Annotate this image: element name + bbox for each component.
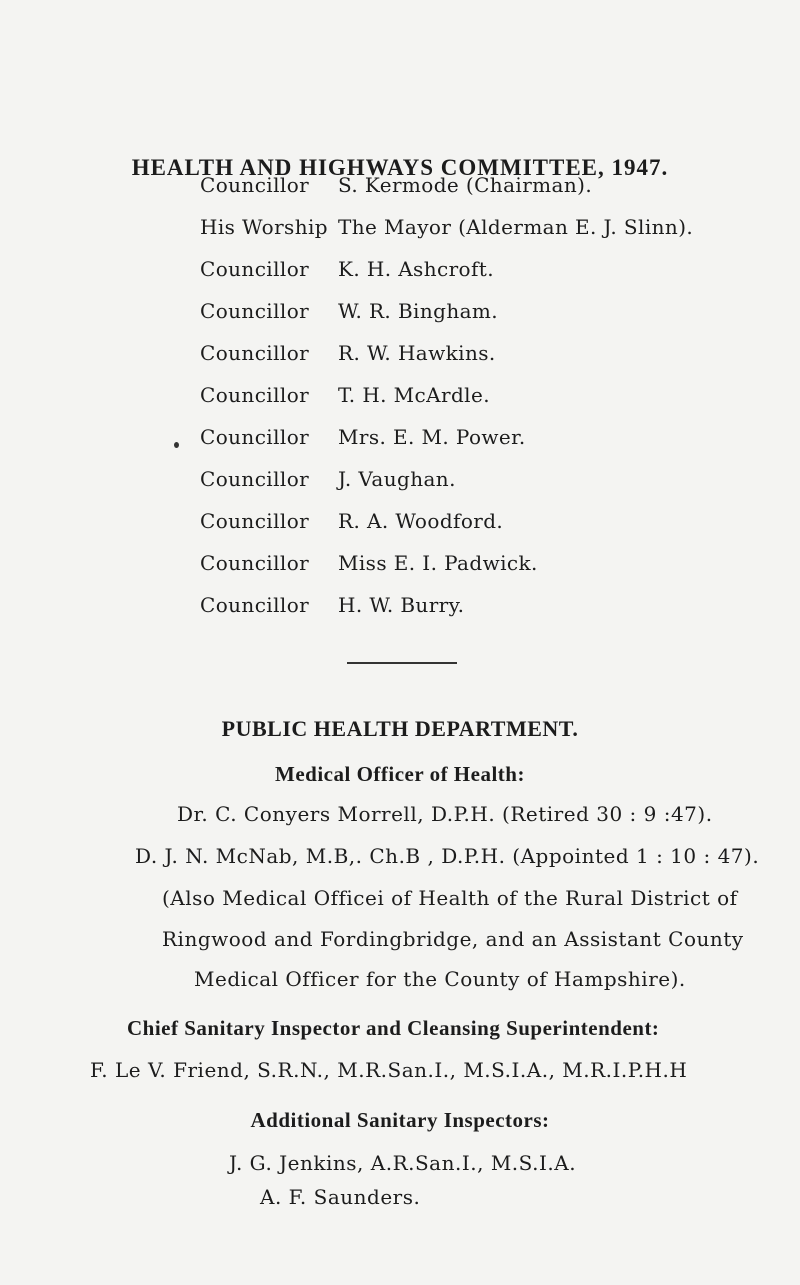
asi-line: A. F. Saunders. — [260, 1185, 421, 1209]
ink-speck — [174, 442, 179, 448]
committee-member — [200, 427, 526, 447]
committee-member — [200, 469, 456, 489]
moh-line: (Also Medical Officei of Health of the Rural District of — [162, 886, 738, 910]
committee-member — [200, 595, 464, 615]
member-role: Councillor — [200, 299, 310, 323]
csi-heading: Chief Sanitary Inspector and Cleansing Superintendent: — [127, 1016, 660, 1040]
member-role: Councillor — [200, 257, 310, 281]
moh-line: Dr. C. Conyers Morrell, D.P.H. (Retired 30 : 9 :47). — [177, 802, 713, 826]
member-role: His Worship — [200, 215, 329, 239]
member-name: W. R. Bingham. — [338, 299, 499, 323]
member-role: Councillor — [200, 467, 310, 491]
asi-line: J. G. Jenkins, A.R.San.I., M.S.I.A. — [229, 1151, 577, 1175]
committee-member — [200, 553, 538, 573]
member-name: K. H. Ashcroft. — [338, 257, 494, 281]
member-role: Councillor — [200, 425, 310, 449]
member-role: Councillor — [200, 551, 310, 575]
member-role: Councillor — [200, 341, 310, 365]
committee-member — [200, 343, 496, 363]
member-name: R. W. Hawkins. — [338, 341, 496, 365]
moh-line: D. J. N. McNab, M.B,. Ch.B , D.P.H. (Appointed 1 : 10 : 47). — [135, 844, 760, 868]
committee-member — [200, 511, 503, 531]
asi-heading: Additional Sanitary Inspectors: — [250, 1108, 550, 1132]
csi-line: F. Le V. Friend, S.R.N., M.R.San.I., M.S.I.A., M.R.I.P.H.H — [90, 1058, 688, 1082]
member-role: Councillor — [200, 383, 310, 407]
member-role: Councillor — [200, 593, 310, 617]
committee-title: HEALTH AND HIGHWAYS COMMITTEE, 1947. — [131, 155, 669, 180]
section-divider — [347, 662, 457, 664]
member-name: S. Kermode (Chairman). — [338, 173, 593, 197]
member-name: The Mayor (Alderman E. J. Slinn). — [338, 215, 694, 239]
member-role: Councillor — [200, 173, 310, 197]
member-name: J. Vaughan. — [338, 467, 456, 491]
member-name: R. A. Woodford. — [338, 509, 504, 533]
committee-member — [200, 385, 490, 405]
committee-member — [200, 301, 498, 321]
committee-member — [200, 259, 494, 279]
member-name: Miss E. I. Padwick. — [338, 551, 538, 575]
department-title: PUBLIC HEALTH DEPARTMENT. — [221, 716, 579, 741]
member-name: Mrs. E. M. Power. — [338, 425, 526, 449]
member-role: Councillor — [200, 509, 310, 533]
member-name: H. W. Burry. — [338, 593, 465, 617]
committee-member — [200, 217, 693, 237]
moh-line: Medical Officer for the County of Hampshire). — [194, 967, 686, 991]
committee-member — [200, 175, 592, 195]
moh-heading: Medical Officer of Health: — [275, 762, 525, 786]
member-name: T. H. McArdle. — [338, 383, 490, 407]
moh-line: Ringwood and Fordingbridge, and an Assistant County — [162, 927, 744, 951]
